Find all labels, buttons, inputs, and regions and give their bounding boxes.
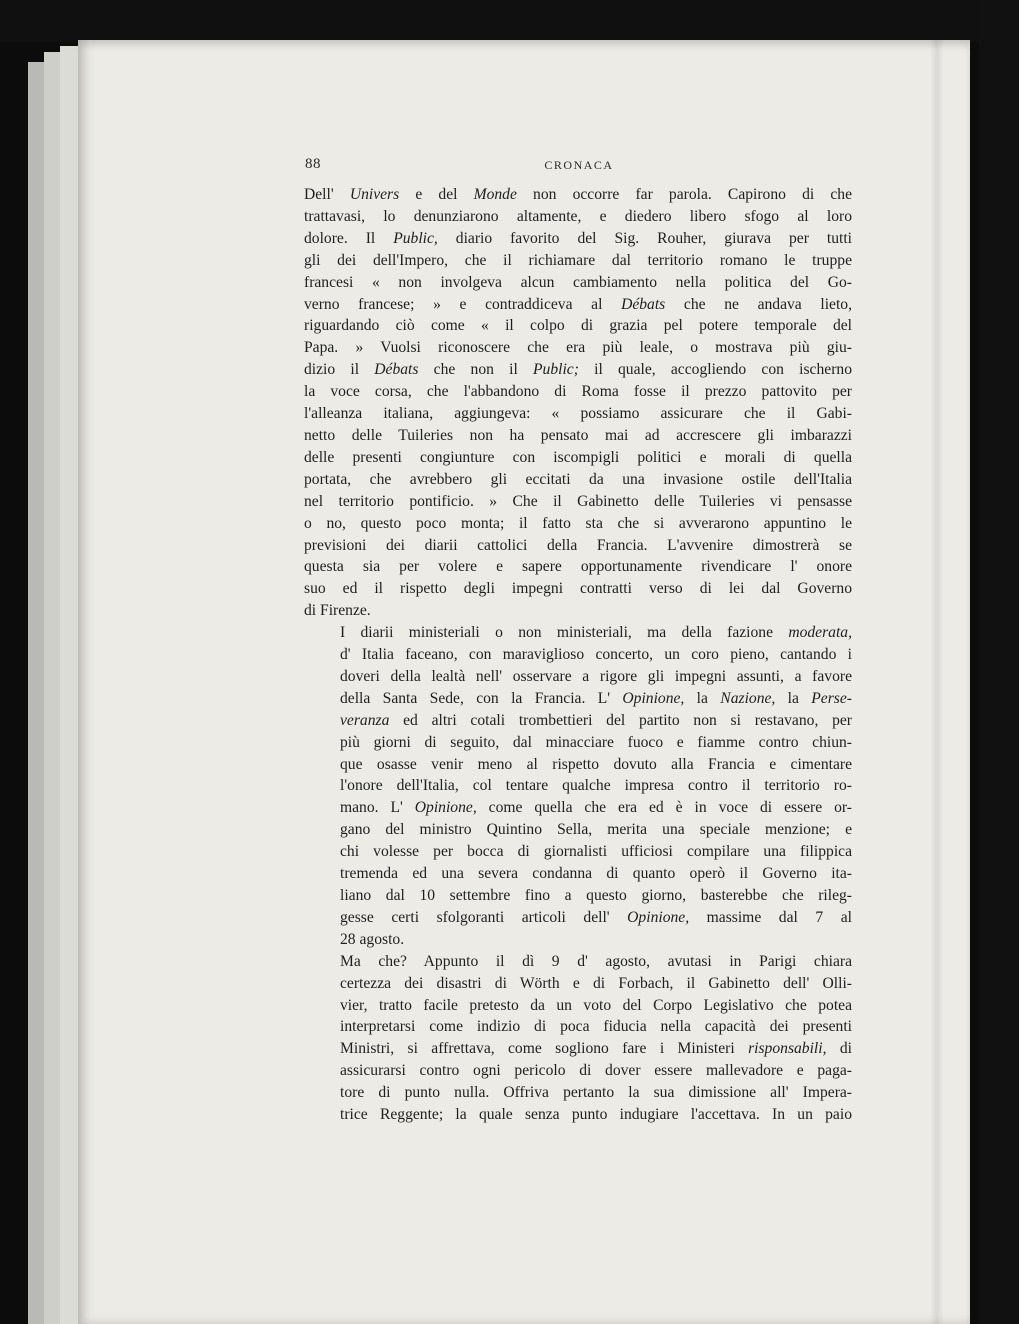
italic-text: veranza bbox=[340, 711, 390, 729]
text-run: Ma che? Appunto il dì 9 d' agosto, avutasi in Parigi chiara bbox=[340, 952, 852, 970]
scan-border-right bbox=[979, 0, 1019, 1324]
text-line bbox=[304, 600, 852, 622]
text-run: Ministri, si affrettava, come sogliono fare i Ministeri bbox=[340, 1040, 749, 1058]
text-run: interpretarsi come indizio di poca fiducia nella capacità dei presenti bbox=[340, 1018, 852, 1036]
italic-text: Monde bbox=[473, 186, 517, 203]
page-number: 88 bbox=[305, 156, 321, 172]
text-line bbox=[304, 973, 852, 995]
text-run: di Firenze. bbox=[304, 602, 371, 620]
text-run: previsioni dei diarii cattolici della Francia. L'avvenire dimostrerà se bbox=[304, 536, 852, 554]
text-run: la bbox=[684, 689, 721, 707]
text-line bbox=[304, 556, 852, 578]
italic-text: Univers bbox=[349, 186, 400, 203]
text-run: dizio il bbox=[304, 361, 375, 379]
text-line bbox=[304, 1082, 852, 1104]
text-line bbox=[304, 951, 852, 973]
text-run: tore di punto nulla. Offriva pertanto la sua dimissione all' Impera- bbox=[340, 1084, 852, 1102]
text-run: chi volesse per bocca di giornalisti ufficiosi compilare una filippica bbox=[340, 843, 852, 861]
text-run: l'alleanza italiana, aggiungeva: « possiamo assicurare che il Gabi- bbox=[304, 405, 852, 423]
paragraph bbox=[304, 951, 852, 1126]
text-run: di bbox=[826, 1040, 852, 1058]
text-run: netto delle Tuileries non ha pensato mai ad accrescere gli imbarazzi bbox=[304, 426, 852, 444]
text-run: doveri della lealtà nell' osservare a rigore gli impegni assunti, a favore bbox=[340, 667, 852, 685]
text-run: portata, che avrebbero gli eccitati da una invasione ostile dell'Italia bbox=[304, 470, 852, 488]
text-line bbox=[304, 775, 852, 797]
text-line bbox=[304, 184, 852, 206]
italic-text: Public; bbox=[533, 361, 579, 379]
page-fold-shadow bbox=[930, 40, 944, 1324]
text-run: che ne andava lieto, bbox=[665, 295, 852, 313]
text-line bbox=[304, 1104, 852, 1126]
text-run: gesse certi sfolgoranti articoli dell' bbox=[340, 908, 628, 926]
text-run: o no, questo poco monta; il fatto sta che si avverarono appuntino le bbox=[304, 514, 852, 532]
text-run: mano. L' bbox=[340, 799, 415, 817]
paragraph bbox=[304, 184, 852, 622]
text-run: trice Reggente; la quale senza punto indugiare l'accettava. In un paio bbox=[340, 1106, 852, 1124]
text-line bbox=[304, 359, 852, 381]
text-run: gli dei dell'Impero, che il richiamare dal territorio romano le truppe bbox=[304, 251, 852, 269]
text-run: d' Italia faceano, con maraviglioso concerto, un coro pieno, cantando i bbox=[340, 646, 852, 664]
text-run: diario favorito del Sig. Rouher, giurava per tutti bbox=[437, 229, 852, 247]
italic-text: Opinione, bbox=[414, 799, 477, 817]
text-line bbox=[304, 929, 852, 951]
text-line bbox=[304, 644, 852, 666]
text-line bbox=[304, 688, 852, 710]
text-line bbox=[304, 425, 852, 447]
text-run: massime dal 7 al bbox=[689, 908, 852, 926]
text-run: que osasse venir meno al rispetto dovuto alla Francia e cimentare bbox=[340, 755, 852, 773]
page-header bbox=[305, 156, 853, 178]
italic-text: Opinione, bbox=[627, 908, 690, 926]
text-run: non occorre far parola. Capirono di che bbox=[516, 186, 852, 203]
text-line bbox=[304, 315, 852, 337]
text-run: I diarii ministeriali o non ministeriali, ma della fazione bbox=[340, 624, 789, 642]
text-line bbox=[304, 863, 852, 885]
text-run: liano dal 10 settembre fino a questo giorno, basterebbe che rileg- bbox=[340, 887, 852, 904]
text-line bbox=[304, 491, 852, 513]
text-line bbox=[304, 622, 852, 644]
text-run: 28 agosto. bbox=[340, 930, 405, 948]
text-run: delle presenti congiunture con iscompigli politici e morali di quella bbox=[304, 448, 852, 466]
italic-text: Perse- bbox=[811, 689, 852, 707]
italic-text: moderata, bbox=[788, 624, 852, 642]
text-run: Dell' bbox=[304, 186, 350, 203]
text-run: tremenda ed una severa condanna di quanto operò il Governo ita- bbox=[340, 865, 852, 883]
text-run: Papa. » Vuolsi riconoscere che era più leale, o mostrava più giu- bbox=[304, 339, 852, 357]
text-run: e del bbox=[399, 186, 474, 203]
text-run: il quale, accogliendo con ischerno bbox=[578, 361, 852, 379]
italic-text: Public, bbox=[393, 229, 438, 247]
text-line bbox=[304, 578, 852, 600]
text-line bbox=[304, 907, 852, 929]
text-line bbox=[304, 250, 852, 272]
italic-text: risponsabili, bbox=[748, 1040, 827, 1058]
text-run: riguardando ciò come « il colpo di grazia pel potere temporale del bbox=[304, 317, 852, 335]
text-line bbox=[304, 381, 852, 403]
text-run: la bbox=[775, 689, 812, 707]
text-run: come quella che era ed è in voce di essere or- bbox=[476, 799, 852, 817]
text-line bbox=[304, 841, 852, 863]
text-line bbox=[304, 1060, 852, 1082]
text-run: della Santa Sede, con la Francia. L' bbox=[340, 689, 623, 707]
text-run: assicurarsi contro ogni pericolo di dover essere mallevadore e paga- bbox=[340, 1062, 852, 1080]
text-line bbox=[304, 666, 852, 688]
text-run: questa sia per volere e sapere opportunamente rivendicare l' onore bbox=[304, 558, 852, 576]
text-line bbox=[304, 272, 852, 294]
text-line bbox=[304, 228, 852, 250]
text-line bbox=[304, 885, 852, 907]
text-line bbox=[304, 1038, 852, 1060]
italic-text: Débats bbox=[374, 361, 419, 379]
scan-border-top bbox=[0, 0, 1019, 42]
text-line bbox=[304, 1016, 852, 1038]
text-line bbox=[304, 403, 852, 425]
text-run: trattavasi, lo denunziarono altamente, e diedero libero sfogo al loro bbox=[304, 207, 852, 225]
text-run: che non il bbox=[418, 361, 534, 379]
text-line bbox=[304, 513, 852, 535]
text-run: ed altri cotali trombettieri del partito non si restavano, per bbox=[389, 711, 852, 729]
text-line bbox=[304, 754, 852, 776]
text-run: verno francese; » e contraddiceva al bbox=[304, 295, 622, 313]
text-run: vier, tratto facile pretesto da un voto del Corpo Legislativo che potea bbox=[340, 996, 852, 1014]
text-run: nel territorio pontificio. » Che il Gabinetto delle Tuileries vi pensasse bbox=[304, 492, 852, 510]
text-run: certezza dei disastri di Wörth e di Forbach, il Gabinetto dell' Olli- bbox=[340, 974, 852, 992]
text-run: più giorni di seguito, dal minacciare fuoco e fiamme contro chiun- bbox=[340, 733, 852, 751]
text-line bbox=[304, 797, 852, 819]
italic-text: Nazione, bbox=[720, 689, 776, 707]
paragraph bbox=[304, 622, 852, 951]
text-run: francesi « non involgeva alcun cambiamento nella politica del Go- bbox=[304, 273, 852, 291]
text-line bbox=[304, 469, 852, 491]
text-line bbox=[304, 337, 852, 359]
text-line bbox=[304, 447, 852, 469]
text-run: dolore. Il bbox=[304, 229, 394, 247]
text-run: la voce corsa, che l'abbandono di Roma fosse il prezzo pattovito per bbox=[304, 383, 852, 401]
italic-text: Débats bbox=[621, 295, 666, 313]
text-line bbox=[304, 995, 852, 1017]
text-line bbox=[304, 732, 852, 754]
text-run: l'onore dell'Italia, col tentare qualche impresa contro il territorio ro- bbox=[340, 777, 852, 795]
text-run: gano del ministro Quintino Sella, merita una speciale menzione; e bbox=[340, 821, 852, 839]
text-line bbox=[304, 206, 852, 228]
text-line bbox=[304, 535, 852, 557]
running-head: CRONACA bbox=[544, 158, 614, 172]
text-line bbox=[304, 294, 852, 316]
italic-text: Opinione, bbox=[622, 689, 685, 707]
text-line bbox=[304, 710, 852, 732]
text-line bbox=[304, 819, 852, 841]
body-text bbox=[304, 184, 852, 1126]
text-run: suo ed il rispetto degli impegni contratti verso di lei dal Governo bbox=[304, 580, 852, 598]
